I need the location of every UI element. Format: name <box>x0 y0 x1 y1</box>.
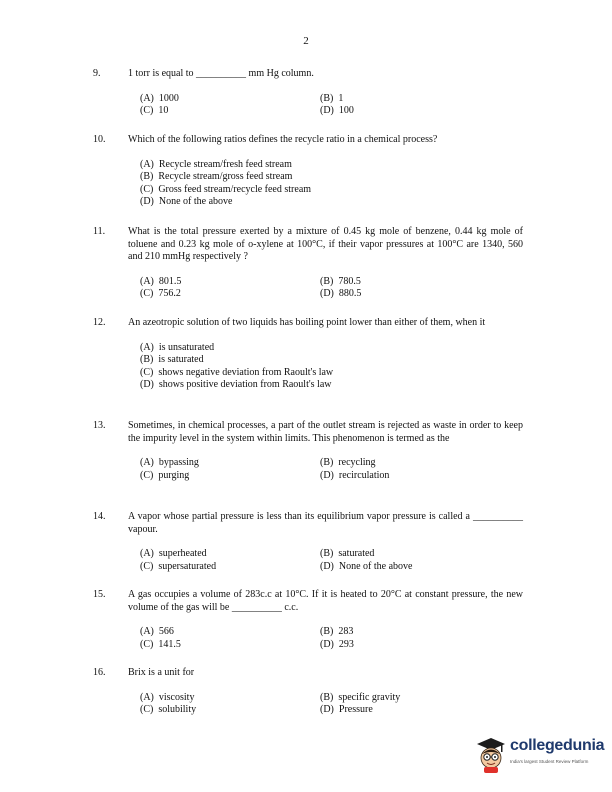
option-b: (B) 1 <box>320 92 344 104</box>
collegedunia-logo <box>474 735 604 775</box>
graduate-mascot-icon <box>474 735 508 773</box>
option-a: (A) Recycle stream/fresh feed stream <box>140 158 292 170</box>
question-number: 11. <box>93 226 106 237</box>
option-d: (D) Pressure <box>320 704 373 716</box>
question-number: 9. <box>93 68 101 79</box>
question-text: An azeotropic solution of two liquids has boiling point lower than either of them, when it <box>128 317 486 328</box>
option-c: (C) 141.5 <box>140 638 181 650</box>
question-text: Which of the following ratios defines the recycle ratio in a chemical process? <box>128 134 438 145</box>
options <box>140 548 523 573</box>
options <box>140 626 523 651</box>
option-c: (C) solubility <box>140 704 197 716</box>
option-b: (B) 780.5 <box>320 275 361 287</box>
question-number: 16. <box>93 667 106 678</box>
question-number: 15. <box>93 589 106 600</box>
option-c: (C) 10 <box>140 105 169 117</box>
option-c: (C) purging <box>140 469 190 481</box>
question-text: A gas occupies a volume of 283c.c at 10°C. If it is heated to 20°C at constant pressure, the new volume of the gas will be __________ c.c. <box>128 589 523 613</box>
page-number: 2 <box>303 35 309 47</box>
question-15 <box>93 589 523 651</box>
question-text: 1 torr is equal to __________ mm Hg column. <box>128 68 314 79</box>
question-13 <box>93 420 523 482</box>
option-d: (D) 100 <box>320 105 354 117</box>
question-11 <box>93 226 523 301</box>
question-number: 12. <box>93 317 106 328</box>
question-16 <box>93 667 523 717</box>
logo-wordmark: collegedunia <box>510 737 605 754</box>
question-text: Brix is a unit for <box>128 667 195 678</box>
option-a: (A) 1000 <box>140 92 179 104</box>
option-a: (A) 566 <box>140 626 174 638</box>
options <box>140 692 523 717</box>
question-number: 14. <box>93 511 106 522</box>
question-number: 10. <box>93 134 106 145</box>
option-d: (D) 880.5 <box>320 288 362 300</box>
question-number: 13. <box>93 420 106 431</box>
option-d: (D) None of the above <box>320 560 413 572</box>
options <box>140 276 523 301</box>
option-a: (A) bypassing <box>140 457 199 469</box>
option-d: (D) None of the above <box>140 196 233 208</box>
question-9 <box>93 68 523 118</box>
option-c: (C) supersaturated <box>140 560 217 572</box>
option-c: (C) shows negative deviation from Raoult's law <box>140 366 334 378</box>
question-text: What is the total pressure exerted by a mixture of 0.45 kg mole of benzene, 0.44 kg mole of toluene and 0.23 kg mole of o-xylene at 100°C, if their vapor pressures at 100°C are 1340, 560 and 210 mmHg respectively ? <box>128 226 523 263</box>
option-a: (A) is unsaturated <box>140 341 215 353</box>
question-text: Sometimes, in chemical processes, a part of the outlet stream is rejected as waste in order to keep the impurity level in the system within limits. This phenomenon is termed as the <box>128 420 523 444</box>
option-b: (B) Recycle stream/gross feed stream <box>140 171 293 183</box>
options <box>140 342 523 392</box>
options <box>140 159 523 209</box>
options <box>140 457 523 482</box>
option-a: (A) superheated <box>140 548 207 560</box>
option-c: (C) 756.2 <box>140 288 181 300</box>
option-b: (B) specific gravity <box>320 691 401 703</box>
question-10 <box>93 134 523 209</box>
option-b: (B) 283 <box>320 626 354 638</box>
option-d: (D) recirculation <box>320 469 390 481</box>
option-a: (A) 801.5 <box>140 275 182 287</box>
option-d: (D) 293 <box>320 638 354 650</box>
option-b: (B) recycling <box>320 457 376 469</box>
logo-tagline: India's largest Student Review Platform <box>510 759 589 764</box>
option-d: (D) shows positive deviation from Raoult's law <box>140 379 332 391</box>
option-b: (B) saturated <box>320 548 375 560</box>
option-a: (A) viscosity <box>140 691 195 703</box>
option-b: (B) is saturated <box>140 354 204 366</box>
question-14 <box>93 511 523 573</box>
option-c: (C) Gross feed stream/recycle feed stream <box>140 183 312 195</box>
question-12 <box>93 317 523 392</box>
question-text: A vapor whose partial pressure is less than its equilibrium vapor pressure is called a __________ vapour. <box>128 511 523 535</box>
options <box>140 93 523 118</box>
